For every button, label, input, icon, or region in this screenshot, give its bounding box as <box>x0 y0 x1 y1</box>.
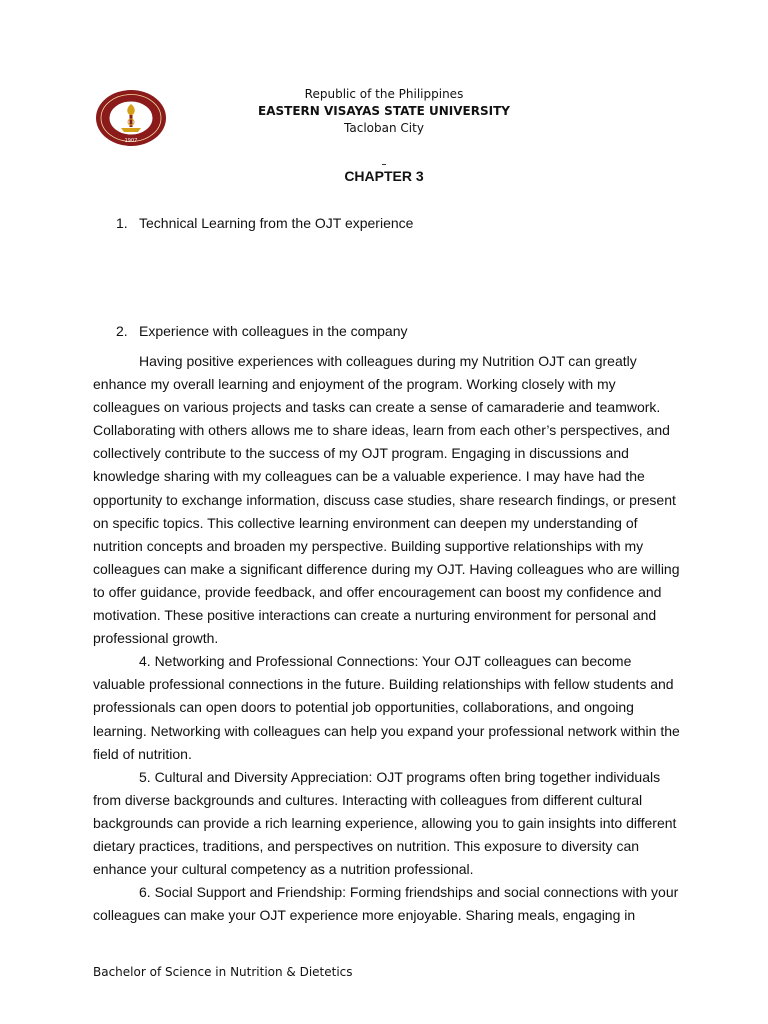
header-university: EASTERN VISAYAS STATE UNIVERSITY <box>258 104 510 118</box>
list-item-text: Experience with colleagues in the company <box>139 323 408 339</box>
list-item-number: 1. <box>116 215 128 231</box>
paragraph: Having positive experiences with colleagues during my Nutrition OJT can greatly enhance my overall learning and enjoyment of the program. Working closely with my colleagues on various projects and tasks can create a sense of camaraderie and teamwork. Collaborating with others allows me to share ideas, learn from each other’s perspectives, and collectively contribute to the success of my OJT program. Engaging in discussions and knowledge sharing with my colleagues can be a valuable experience. I may have had the opportunity to exchange information, discuss case studies, share research findings, or present on specific topics. This collective learning environment can deepen my understanding of nutrition concepts and broaden my perspective. Building supportive relationships with my colleagues can make a significant difference during my OJT. Having colleagues who are willing to offer guidance, provide feedback, and offer encouragement can boost my confidence and motivation. These positive interactions can create a nurturing environment for personal and professional growth. <box>93 353 680 647</box>
university-seal <box>94 88 168 148</box>
list-item <box>116 322 408 340</box>
chapter-title: CHAPTER 3 <box>344 168 424 184</box>
letterhead <box>184 86 584 137</box>
body-text <box>93 350 683 927</box>
paragraph: 5. Cultural and Diversity Appreciation: OJT programs often bring together individuals from diverse backgrounds and cultures. Interacting with colleagues from different cultural backgrounds can provide a rich learning experience, allowing you to gain insights into different dietary practices, traditions, and perspectives on nutrition. This exposure to diversity can enhance your cultural competency as a nutrition professional. <box>93 768 677 878</box>
list-item-number: 2. <box>116 323 128 339</box>
svg-text:1907: 1907 <box>124 138 138 144</box>
header-republic: Republic of the Philippines <box>304 87 464 101</box>
page-footer: Bachelor of Science in Nutrition & Dietetics <box>93 965 353 979</box>
decorative-mark <box>382 164 386 165</box>
paragraph: 4. Networking and Professional Connections: Your OJT colleagues can become valuable professional connections in the future. Building relationships with fellow students and professionals can open doors to potential job opportunities, collaborations, and ongoing learning. Networking with colleagues can help you expand your professional network within the field of nutrition. <box>93 653 680 762</box>
seal-icon <box>94 88 168 148</box>
list-item-text: Technical Learning from the OJT experience <box>139 215 414 231</box>
list-item <box>116 214 413 232</box>
header-city: Tacloban City <box>344 121 424 135</box>
paragraph: 6. Social Support and Friendship: Forming friendships and social connections with your colleagues can make your OJT experience more enjoyable. Sharing meals, engaging in <box>93 884 679 924</box>
